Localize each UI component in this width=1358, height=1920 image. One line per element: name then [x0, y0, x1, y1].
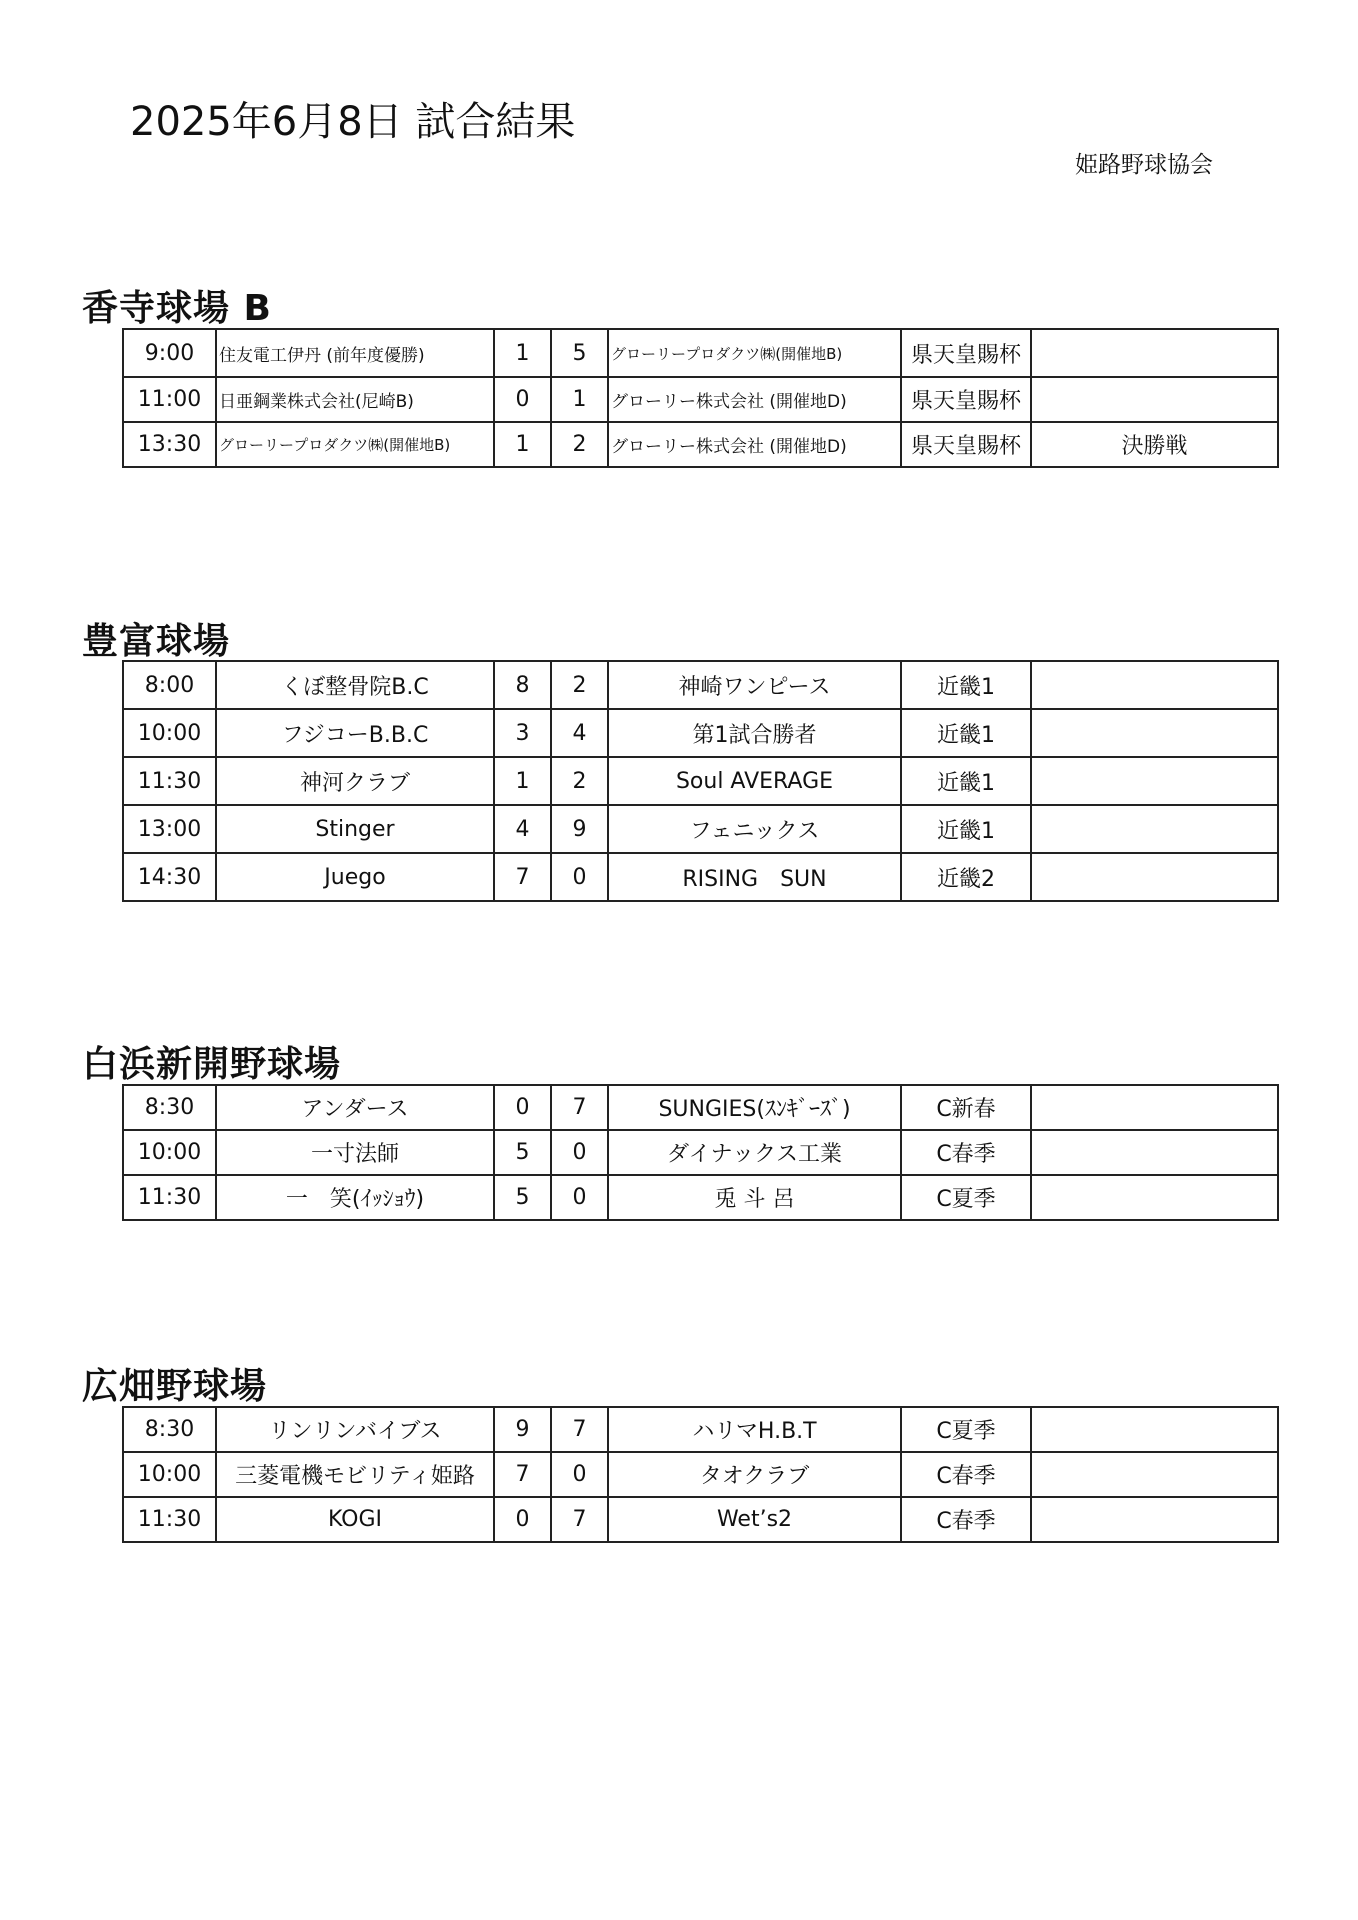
- game-time: 14:30: [123, 853, 216, 901]
- away-team: グローリー株式会社 (開催地D): [608, 377, 901, 422]
- game-time: 13:30: [123, 422, 216, 467]
- game-time: 8:30: [123, 1085, 216, 1130]
- away-team: Soul AVERAGE: [608, 757, 901, 805]
- table-row: [123, 1085, 1278, 1130]
- home-score: 5: [494, 1175, 551, 1220]
- home-team: フジコーB.B.C: [216, 709, 494, 757]
- away-team: グローリー株式会社 (開催地D): [608, 422, 901, 467]
- competition: C春季: [901, 1130, 1031, 1175]
- game-time: 13:00: [123, 805, 216, 853]
- page-title: 2025年6月8日 試合結果: [130, 99, 576, 145]
- home-team: 三菱電機モビリティ姫路: [216, 1452, 494, 1497]
- home-team: 一 笑(ｲｯｼｮｳ): [216, 1175, 494, 1220]
- away-score: 0: [551, 1175, 608, 1220]
- note: [1031, 853, 1278, 901]
- note: [1031, 757, 1278, 805]
- home-score: 7: [494, 1452, 551, 1497]
- venue-title: 豊富球場: [82, 621, 231, 662]
- table-row: [123, 757, 1278, 805]
- home-team: リンリンバイブス: [216, 1407, 494, 1452]
- away-team: 第1試合勝者: [608, 709, 901, 757]
- home-score: 1: [494, 422, 551, 467]
- home-team: 神河クラブ: [216, 757, 494, 805]
- away-team: 兎 斗 呂: [608, 1175, 901, 1220]
- results-table-venue-3: [122, 1084, 1279, 1221]
- home-team: 一寸法師: [216, 1130, 494, 1175]
- note: [1031, 661, 1278, 709]
- home-score: 0: [494, 1497, 551, 1542]
- game-time: 11:30: [123, 1175, 216, 1220]
- table-row: [123, 1452, 1278, 1497]
- competition: 近畿1: [901, 805, 1031, 853]
- home-score: 5: [494, 1130, 551, 1175]
- game-time: 10:00: [123, 1452, 216, 1497]
- game-time: 11:30: [123, 1497, 216, 1542]
- venue-title: 白浜新開野球場: [82, 1044, 342, 1085]
- competition: 近畿1: [901, 661, 1031, 709]
- competition: C新春: [901, 1085, 1031, 1130]
- away-team: タオクラブ: [608, 1452, 901, 1497]
- competition: 近畿2: [901, 853, 1031, 901]
- game-time: 10:00: [123, 1130, 216, 1175]
- table-row: [123, 709, 1278, 757]
- results-table-venue-2: [122, 660, 1279, 902]
- home-score: 0: [494, 377, 551, 422]
- away-score: 7: [551, 1407, 608, 1452]
- table-row: [123, 1130, 1278, 1175]
- home-team: KOGI: [216, 1497, 494, 1542]
- home-score: 4: [494, 805, 551, 853]
- home-score: 1: [494, 757, 551, 805]
- note: [1031, 1452, 1278, 1497]
- table-row: [123, 661, 1278, 709]
- competition: C夏季: [901, 1407, 1031, 1452]
- away-score: 0: [551, 1130, 608, 1175]
- competition: 県天皇賜杯: [901, 422, 1031, 467]
- away-score: 2: [551, 757, 608, 805]
- note: [1031, 1130, 1278, 1175]
- home-score: 8: [494, 661, 551, 709]
- away-score: 0: [551, 853, 608, 901]
- away-team: RISING SUN: [608, 853, 901, 901]
- game-time: 8:00: [123, 661, 216, 709]
- table-row: [123, 329, 1278, 377]
- game-time: 8:30: [123, 1407, 216, 1452]
- away-score: 7: [551, 1085, 608, 1130]
- note: [1031, 1497, 1278, 1542]
- competition: 県天皇賜杯: [901, 329, 1031, 377]
- competition: 県天皇賜杯: [901, 377, 1031, 422]
- note: 決勝戦: [1031, 422, 1278, 467]
- competition: C春季: [901, 1497, 1031, 1542]
- note: [1031, 709, 1278, 757]
- table-row: [123, 422, 1278, 467]
- away-team: 神崎ワンピース: [608, 661, 901, 709]
- home-team: Juego: [216, 853, 494, 901]
- away-score: 2: [551, 422, 608, 467]
- home-score: 1: [494, 329, 551, 377]
- home-team: くぼ整骨院B.C: [216, 661, 494, 709]
- away-team: SUNGIES(ｽﾝｷﾞｰｽﾞ): [608, 1085, 901, 1130]
- away-score: 1: [551, 377, 608, 422]
- organization-name: 姫路野球協会: [1075, 152, 1213, 178]
- note: [1031, 1407, 1278, 1452]
- home-team: 日亜鋼業株式会社(尼崎B): [216, 377, 494, 422]
- home-score: 3: [494, 709, 551, 757]
- away-team: フェニックス: [608, 805, 901, 853]
- competition: 近畿1: [901, 757, 1031, 805]
- away-team: ダイナックス工業: [608, 1130, 901, 1175]
- competition: C春季: [901, 1452, 1031, 1497]
- away-score: 7: [551, 1497, 608, 1542]
- game-time: 9:00: [123, 329, 216, 377]
- home-score: 9: [494, 1407, 551, 1452]
- table-row: [123, 377, 1278, 422]
- table-row: [123, 805, 1278, 853]
- home-team: アンダース: [216, 1085, 494, 1130]
- away-score: 9: [551, 805, 608, 853]
- game-time: 11:00: [123, 377, 216, 422]
- competition: C夏季: [901, 1175, 1031, 1220]
- results-table-venue-1: [122, 328, 1279, 468]
- game-time: 10:00: [123, 709, 216, 757]
- home-score: 0: [494, 1085, 551, 1130]
- note: [1031, 1175, 1278, 1220]
- away-team: ハリマH.B.T: [608, 1407, 901, 1452]
- away-score: 0: [551, 1452, 608, 1497]
- note: [1031, 329, 1278, 377]
- away-team: Wet’s2: [608, 1497, 901, 1542]
- note: [1031, 1085, 1278, 1130]
- table-row: [123, 1175, 1278, 1220]
- home-score: 7: [494, 853, 551, 901]
- note: [1031, 377, 1278, 422]
- away-team: グローリープロダクツ㈱(開催地B): [608, 329, 901, 377]
- home-team: 住友電工伊丹 (前年度優勝): [216, 329, 494, 377]
- table-row: [123, 1497, 1278, 1542]
- table-row: [123, 1407, 1278, 1452]
- venue-title: 香寺球場 B: [82, 288, 272, 329]
- home-team: グローリープロダクツ㈱(開催地B): [216, 422, 494, 467]
- home-team: Stinger: [216, 805, 494, 853]
- results-table-venue-4: [122, 1406, 1279, 1543]
- away-score: 2: [551, 661, 608, 709]
- venue-title: 広畑野球場: [82, 1366, 268, 1407]
- table-row: [123, 853, 1278, 901]
- away-score: 5: [551, 329, 608, 377]
- away-score: 4: [551, 709, 608, 757]
- game-time: 11:30: [123, 757, 216, 805]
- competition: 近畿1: [901, 709, 1031, 757]
- note: [1031, 805, 1278, 853]
